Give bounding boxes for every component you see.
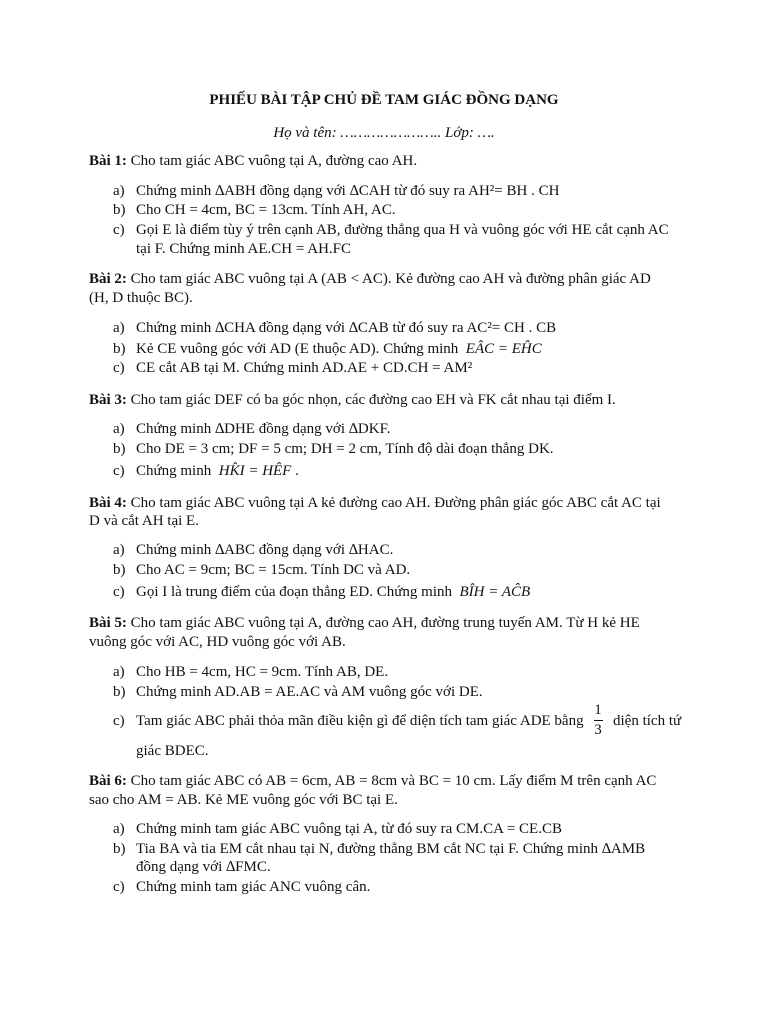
item-text: Chứng minh ∆ABC đồng dạng với ∆HAC. — [136, 542, 394, 558]
item-marker: c) — [113, 584, 125, 600]
exercise-2-prompt — [89, 270, 651, 289]
item-marker: c) — [113, 713, 125, 729]
exercise-label: Bài 4: — [89, 495, 127, 511]
item-text: CE cắt AB tại M. Chứng minh AD.AE + CD.CH = AM² — [136, 360, 473, 376]
angle-equation: EÂC = EĤC — [465, 341, 542, 357]
item-marker: a) — [113, 821, 125, 837]
item-text: Chứng minh ∆DHE đồng dạng với ∆DKF. — [136, 421, 391, 437]
item-text-continued: tại F. Chứng minh AE.CH = AH.FC — [136, 241, 352, 257]
item-marker: a) — [113, 421, 125, 437]
item-tail: . — [295, 463, 299, 479]
item-text: Tia BA và tia EM cắt nhau tại N, đường thẳng BM cắt NC tại F. Chứng minh ∆AMB — [136, 841, 646, 857]
exercise-text: Cho tam giác ABC có AB = 6cm, AB = 8cm và BC = 10 cm. Lấy điểm M trên cạnh AC — [130, 773, 657, 789]
item-text: Chứng minh tam giác ABC vuông tại A, từ đó suy ra CM.CA = CE.CB — [136, 821, 562, 837]
item-text: Chứng minh tam giác ANC vuông cân. — [136, 879, 371, 895]
item-marker: c) — [113, 463, 125, 479]
item-text: Tam giác ABC phải thỏa mãn điều kiện gì để diện tích tam giác ADE bằng — [136, 713, 584, 729]
item-text: Cho HB = 4cm, HC = 9cm. Tính AB, DE. — [136, 664, 389, 680]
fraction-denominator: 3 — [594, 722, 602, 738]
fraction-numerator: 1 — [594, 702, 602, 718]
exercise-text-continued: (H, D thuộc BC). — [89, 290, 193, 306]
item-marker: b) — [113, 341, 126, 357]
item-marker: b) — [113, 562, 126, 578]
item-text-with-math — [136, 340, 542, 359]
item-text-continued: đồng dạng với ∆FMC. — [136, 859, 271, 875]
item-tail: diện tích tứ — [613, 713, 682, 729]
worksheet-title: PHIẾU BÀI TẬP CHỦ ĐỀ TAM GIÁC ĐỒNG DẠNG — [209, 92, 559, 108]
exercise-1-prompt — [89, 152, 417, 171]
item-marker: c) — [113, 222, 125, 238]
exercise-label: Bài 1: — [89, 153, 127, 169]
exercise-text: Cho tam giác ABC vuông tại A (AB < AC). Kẻ đường cao AH và đường phân giác AD — [130, 271, 651, 287]
exercise-text-continued: sao cho AM = AB. Kẻ ME vuông góc với BC tại E. — [89, 792, 398, 808]
item-marker: a) — [113, 183, 125, 199]
item-text: Chứng minh AD.AB = AE.AC và AM vuông góc với DE. — [136, 684, 483, 700]
exercise-text: Cho tam giác ABC vuông tại A, đường cao AH. — [130, 153, 418, 169]
item-text: Cho DE = 3 cm; DF = 5 cm; DH = 2 cm, Tính độ dài đoạn thẳng DK. — [136, 441, 554, 457]
exercise-5-prompt — [89, 614, 640, 633]
item-marker: b) — [113, 202, 126, 218]
fraction-bar — [594, 720, 603, 721]
item-text-continued: giác BDEC. — [136, 743, 209, 759]
exercise-text-continued: vuông góc với AC, HD vuông góc với AB. — [89, 634, 346, 650]
student-info-line: Họ và tên: ………………….. Lớp: …. — [273, 125, 495, 141]
item-marker: a) — [113, 664, 125, 680]
item-marker: c) — [113, 879, 125, 895]
exercise-label: Bài 5: — [89, 615, 127, 631]
item-text: Cho AC = 9cm; BC = 15cm. Tính DC và AD. — [136, 562, 411, 578]
exercise-label: Bài 6: — [89, 773, 127, 789]
exercise-text: Cho tam giác DEF có ba góc nhọn, các đường cao EH và FK cắt nhau tại điểm I. — [130, 392, 616, 408]
item-text: Chứng minh ∆CHA đồng dạng với ∆CAB từ đó suy ra AC²= CH . CB — [136, 320, 557, 336]
exercise-6-prompt — [89, 772, 656, 791]
exercise-label: Bài 2: — [89, 271, 127, 287]
item-text-with-math — [136, 462, 299, 481]
item-marker: b) — [113, 441, 126, 457]
item-text: Chứng minh — [136, 463, 212, 479]
exercise-text: Cho tam giác ABC vuông tại A, đường cao AH, đường trung tuyến AM. Từ H kẻ HE — [130, 615, 640, 631]
exercise-4-prompt — [89, 494, 661, 513]
item-marker: c) — [113, 360, 125, 376]
item-text: Gọi I là trung điểm của đoạn thẳng ED. Chứng minh — [136, 584, 452, 600]
item-marker: a) — [113, 320, 125, 336]
item-text: Gọi E là điểm tùy ý trên cạnh AB, đường thẳng qua H và vuông góc với HE cắt cạnh AC — [136, 222, 669, 238]
item-marker: b) — [113, 841, 126, 857]
exercise-text: Cho tam giác ABC vuông tại A kẻ đường cao AH. Đường phân giác góc ABC cắt AC tại — [130, 495, 661, 511]
angle-equation: HK̂I = HÊF — [218, 463, 292, 479]
exercise-text-continued: D và cắt AH tại E. — [89, 513, 199, 529]
exercise-3-prompt — [89, 391, 616, 410]
angle-equation: BÎH = AĈB — [459, 584, 531, 600]
item-marker: a) — [113, 542, 125, 558]
item-text: Chứng minh ∆ABH đồng dạng với ∆CAH từ đó suy ra AH²= BH . CH — [136, 183, 560, 199]
item-text: Kẻ CE vuông góc với AD (E thuộc AD). Chứng minh — [136, 341, 459, 357]
item-text-with-math — [136, 583, 530, 602]
item-text: Cho CH = 4cm, BC = 13cm. Tính AH, AC. — [136, 202, 396, 218]
exercise-label: Bài 3: — [89, 392, 127, 408]
item-marker: b) — [113, 684, 126, 700]
